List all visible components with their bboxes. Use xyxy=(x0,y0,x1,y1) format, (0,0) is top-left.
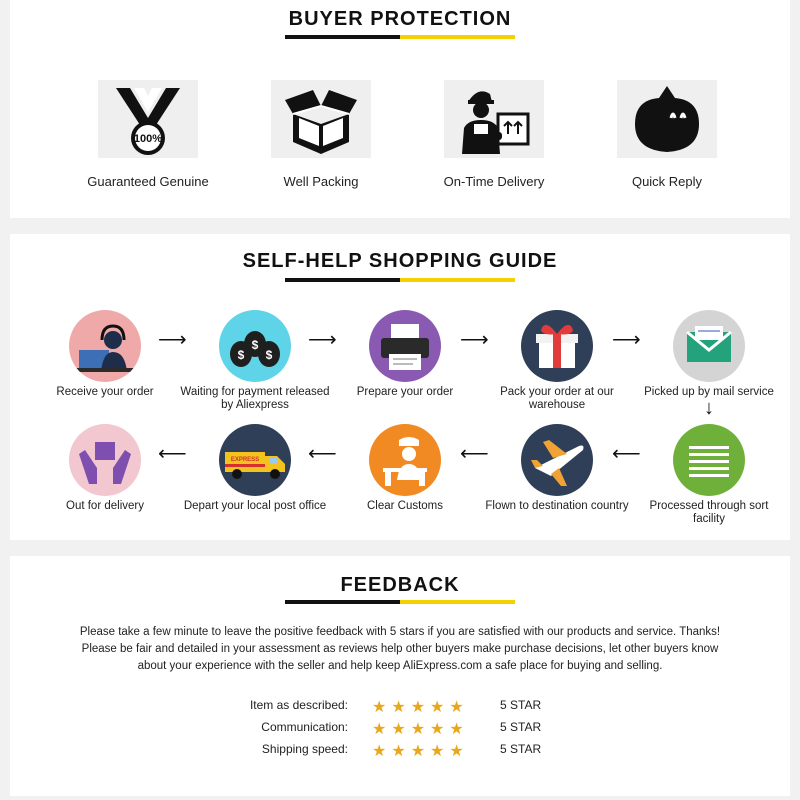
feedback-title: FEEDBACK xyxy=(340,574,460,596)
feature-label: Guaranteed Genuine xyxy=(87,174,209,189)
step-receive-order xyxy=(30,310,180,399)
medal-100-icon xyxy=(108,84,188,156)
feedback-line: Please be fair and detailed in your assessment as reviews help other buyers make purchase decisions, let other buyers know xyxy=(81,643,719,655)
arrow-right-icon: ⟶ xyxy=(158,329,187,351)
chat-bubble-icon xyxy=(627,84,707,156)
arrow-left-icon: ⟵ xyxy=(158,443,187,465)
star-rating-icon: ★★★★★ xyxy=(372,721,469,738)
step-label: Waiting for payment released by Aliexpress xyxy=(180,386,330,411)
hands-box-icon xyxy=(69,424,141,496)
arrow-left-icon: ⟵ xyxy=(612,443,641,465)
feature-label: Quick Reply xyxy=(631,174,703,189)
step-clear-customs xyxy=(330,424,480,513)
customs-officer-icon xyxy=(369,424,441,496)
title-underline xyxy=(285,35,515,39)
step-prepare-order xyxy=(330,310,480,399)
star-rating-icon: ★★★★★ xyxy=(372,699,469,716)
rating-communication xyxy=(10,718,790,740)
title-underline xyxy=(285,600,515,604)
buyer-protection-title: BUYER PROTECTION xyxy=(288,8,512,30)
arrow-right-icon: ⟶ xyxy=(460,329,489,351)
svg-text:$: $ xyxy=(237,348,245,362)
svg-text:$: $ xyxy=(251,338,259,352)
feedback-line: Please take a few minute to leave the positive feedback with 5 stars if you are satisfied with our products and service. Thanks! xyxy=(79,626,721,638)
arrow-left-icon: ⟵ xyxy=(308,443,337,465)
money-bags-icon xyxy=(219,310,291,382)
arrow-down-icon: ↓ xyxy=(704,397,714,419)
step-waiting-payment xyxy=(180,310,330,412)
step-flown xyxy=(482,424,632,513)
step-label: Out for delivery xyxy=(66,500,144,512)
gift-box-icon xyxy=(521,310,593,382)
rating-value: 5 STAR xyxy=(500,698,542,712)
step-pack-order xyxy=(482,310,632,412)
operator-headset-icon xyxy=(69,310,141,382)
arrow-right-icon: ⟶ xyxy=(612,329,641,351)
step-label: Receive your order xyxy=(56,386,154,398)
shopping-guide-section xyxy=(10,234,790,540)
step-label: Processed through sort facility xyxy=(649,500,769,525)
feature-well-packing xyxy=(241,80,401,189)
feature-quick-reply xyxy=(587,80,747,189)
step-label: Clear Customs xyxy=(366,500,444,512)
feedback-line: about your experience with the seller and help keep AliExpress.com a safe place for buying and selling. xyxy=(137,660,663,672)
step-depart-post-office xyxy=(180,424,330,513)
rating-label: Item as described: xyxy=(249,698,348,712)
feature-label: Well Packing xyxy=(283,174,359,189)
sort-lines-icon xyxy=(673,424,745,496)
step-out-for-delivery xyxy=(30,424,180,513)
truck-text: EXPRESS xyxy=(230,457,260,463)
printer-icon xyxy=(369,310,441,382)
feature-guaranteed-genuine xyxy=(68,80,228,189)
rating-value: 5 STAR xyxy=(500,720,542,734)
step-label: Depart your local post office xyxy=(183,500,327,512)
feedback-message xyxy=(22,624,778,675)
delivery-man-icon xyxy=(454,84,534,156)
rating-shipping-speed xyxy=(10,740,790,762)
step-label: Pack your order at our warehouse xyxy=(500,386,614,411)
express-truck-icon xyxy=(219,424,291,496)
step-label: Picked up by mail service xyxy=(644,386,774,398)
rating-label: Shipping speed: xyxy=(261,742,348,756)
arrow-left-icon: ⟵ xyxy=(460,443,489,465)
feedback-section xyxy=(10,556,790,796)
rating-value: 5 STAR xyxy=(500,742,542,756)
buyer-protection-section xyxy=(10,0,790,218)
star-rating-icon: ★★★★★ xyxy=(372,743,469,760)
feature-on-time-delivery xyxy=(414,80,574,189)
svg-text:$: $ xyxy=(265,348,273,362)
feature-label: On-Time Delivery xyxy=(443,174,545,189)
envelope-icon xyxy=(673,310,745,382)
rating-item-described xyxy=(10,696,790,718)
svg-text:100%: 100% xyxy=(133,133,163,145)
step-processed-sort xyxy=(634,424,784,526)
step-label: Flown to destination country xyxy=(485,500,629,512)
title-underline xyxy=(285,278,515,282)
arrow-right-icon: ⟶ xyxy=(308,329,337,351)
step-label: Prepare your order xyxy=(356,386,454,398)
open-box-icon xyxy=(281,84,361,156)
rating-label: Communication: xyxy=(261,720,348,734)
shopping-guide-title: SELF-HELP SHOPPING GUIDE xyxy=(242,250,558,272)
step-picked-up xyxy=(634,310,784,399)
airplane-icon xyxy=(521,424,593,496)
